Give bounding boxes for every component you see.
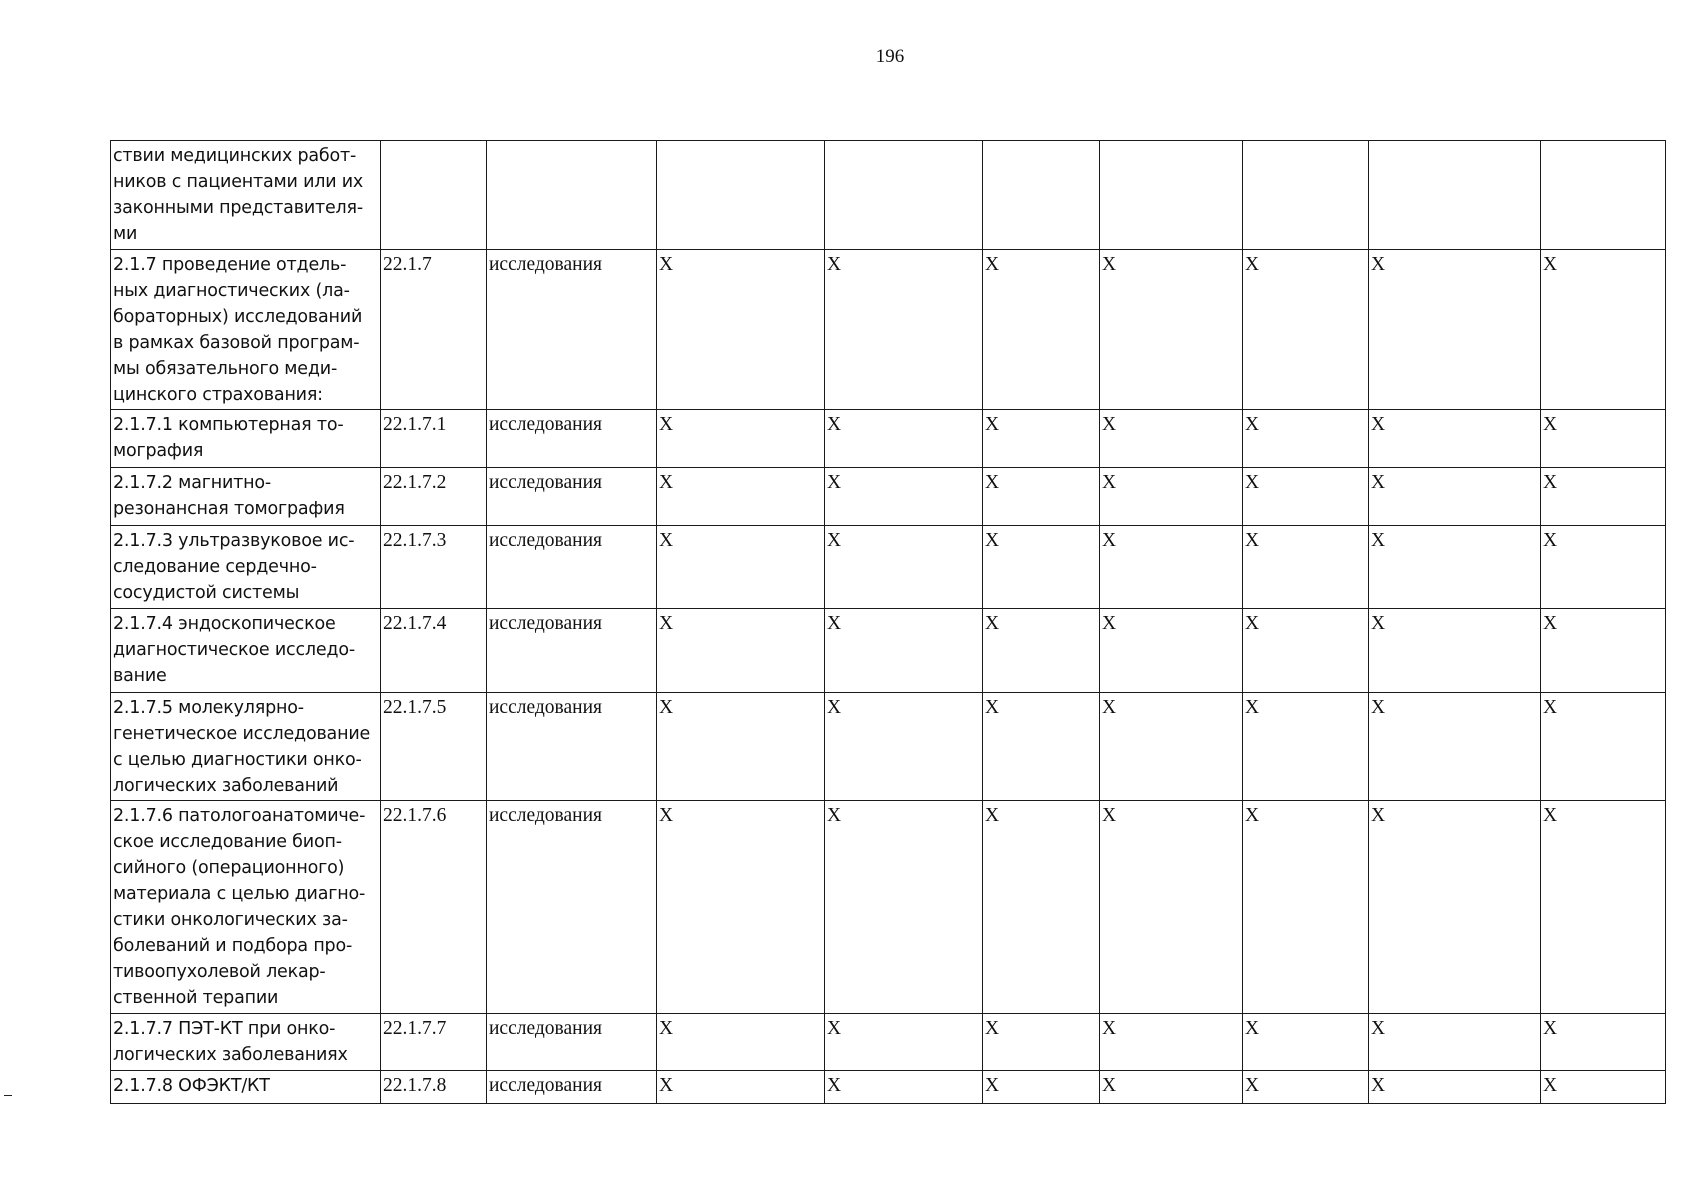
service-name-line: ское исследование биоп- <box>113 832 342 852</box>
mark-cell <box>825 141 983 250</box>
table-row <box>111 1014 1666 1071</box>
mark-cell: X <box>983 609 1100 693</box>
mark-cell: X <box>1100 468 1243 526</box>
service-name-line: сийного (операционного) <box>113 858 345 878</box>
mark-cell: X <box>1100 1014 1243 1071</box>
mark-cell: X <box>657 410 825 468</box>
mark-cell: X <box>1369 1014 1541 1071</box>
page-number: 196 <box>875 46 905 67</box>
service-name-cell <box>111 468 381 526</box>
table-body <box>111 141 1666 1104</box>
mark-cell: X <box>1369 526 1541 609</box>
service-name-cell <box>111 1071 381 1104</box>
mark-cell: X <box>1243 250 1369 410</box>
mark-cell: X <box>983 801 1100 1014</box>
service-name-line: ми <box>113 224 138 244</box>
unit-cell: исследования <box>487 609 657 693</box>
mark-cell: X <box>1243 526 1369 609</box>
mark-cell: X <box>983 410 1100 468</box>
mark-cell <box>983 141 1100 250</box>
service-name-line: болеваний и подбора про- <box>113 936 353 956</box>
table-row <box>111 1071 1666 1104</box>
service-name-line: 2.1.7.5 молекулярно- <box>113 698 304 718</box>
mark-cell: X <box>1243 693 1369 801</box>
service-name-line: логических заболеваниях <box>113 1045 348 1065</box>
service-name-line: мография <box>113 441 204 461</box>
mark-cell: X <box>657 609 825 693</box>
mark-cell: X <box>1369 468 1541 526</box>
mark-cell: X <box>1541 526 1666 609</box>
service-name-line: 2.1.7.1 компьютерная то- <box>113 415 344 435</box>
service-name-line: мы обязательного меди- <box>113 359 338 379</box>
table-row <box>111 526 1666 609</box>
row-code-cell: 22.1.7.1 <box>381 410 487 468</box>
mark-cell: X <box>1100 693 1243 801</box>
service-name-line: 2.1.7.6 патологоанатомиче- <box>113 806 366 826</box>
service-name-line: ных диагностических (ла- <box>113 281 350 301</box>
service-name-cell <box>111 250 381 410</box>
mark-cell: X <box>825 468 983 526</box>
unit-cell <box>487 141 657 250</box>
mark-cell: X <box>1541 468 1666 526</box>
mark-cell: X <box>825 410 983 468</box>
mark-cell: X <box>1100 609 1243 693</box>
service-name-line: диагностическое исследо- <box>113 640 355 660</box>
mark-cell: X <box>1541 1071 1666 1104</box>
service-name-line: 2.1.7.7 ПЭТ-КТ при онко- <box>113 1019 336 1039</box>
service-name-line: 2.1.7.3 ультразвуковое ис- <box>113 531 355 551</box>
mark-cell: X <box>1243 1014 1369 1071</box>
mark-cell: X <box>1100 250 1243 410</box>
row-code-cell: 22.1.7.6 <box>381 801 487 1014</box>
service-name-cell <box>111 526 381 609</box>
row-code-cell: 22.1.7.5 <box>381 693 487 801</box>
service-name-cell <box>111 1014 381 1071</box>
mark-cell: X <box>1243 1071 1369 1104</box>
mark-cell: X <box>1243 468 1369 526</box>
service-name-line: цинского страхования: <box>113 385 323 405</box>
mark-cell: X <box>1541 410 1666 468</box>
mark-cell: X <box>825 1014 983 1071</box>
mark-cell <box>1243 141 1369 250</box>
mark-cell: X <box>983 693 1100 801</box>
service-name-line: стики онкологических за- <box>113 910 348 930</box>
mark-cell: X <box>1541 693 1666 801</box>
mark-cell: X <box>657 693 825 801</box>
mark-cell: X <box>983 250 1100 410</box>
service-name-line: законными представителя- <box>113 198 363 218</box>
service-name-cell <box>111 141 381 250</box>
mark-cell: X <box>1541 801 1666 1014</box>
service-name-line: в рамках базовой програм- <box>113 333 360 353</box>
service-name-cell <box>111 609 381 693</box>
mark-cell: X <box>1100 801 1243 1014</box>
mark-cell: X <box>983 526 1100 609</box>
service-name-line: вание <box>113 666 167 686</box>
service-name-line: с целью диагностики онко- <box>113 750 362 770</box>
mark-cell <box>1369 141 1541 250</box>
mark-cell: X <box>1100 526 1243 609</box>
margin-dash <box>4 1095 12 1096</box>
mark-cell: X <box>1369 609 1541 693</box>
mark-cell: X <box>1369 410 1541 468</box>
service-name-line: 2.1.7.2 магнитно- <box>113 473 271 493</box>
service-name-line: 2.1.7.8 ОФЭКТ/КТ <box>113 1076 270 1096</box>
table-row <box>111 410 1666 468</box>
mark-cell: X <box>825 1071 983 1104</box>
mark-cell: X <box>1369 250 1541 410</box>
table-row <box>111 468 1666 526</box>
mark-cell: X <box>1541 250 1666 410</box>
mark-cell: X <box>657 250 825 410</box>
mark-cell <box>657 141 825 250</box>
service-name-line: логических заболеваний <box>113 776 339 796</box>
row-code-cell: 22.1.7.2 <box>381 468 487 526</box>
mark-cell <box>1100 141 1243 250</box>
service-name-line: материала с целью диагно- <box>113 884 366 904</box>
row-code-cell: 22.1.7.3 <box>381 526 487 609</box>
mark-cell: X <box>657 1014 825 1071</box>
service-name-line: сосудистой системы <box>113 583 300 603</box>
row-code-cell: 22.1.7.4 <box>381 609 487 693</box>
service-name-line: генетическое исследование <box>113 724 371 744</box>
mark-cell: X <box>825 801 983 1014</box>
mark-cell: X <box>1541 1014 1666 1071</box>
unit-cell: исследования <box>487 1014 657 1071</box>
service-name-cell <box>111 801 381 1014</box>
service-name-line: резонансная томография <box>113 499 345 519</box>
mark-cell: X <box>825 250 983 410</box>
unit-cell: исследования <box>487 526 657 609</box>
mark-cell: X <box>1243 609 1369 693</box>
mark-cell: X <box>825 526 983 609</box>
unit-cell: исследования <box>487 1071 657 1104</box>
mark-cell: X <box>825 693 983 801</box>
unit-cell: исследования <box>487 468 657 526</box>
service-name-line: ствии медицинских работ- <box>113 146 357 166</box>
table-row <box>111 609 1666 693</box>
table-row <box>111 141 1666 250</box>
mark-cell: X <box>983 1071 1100 1104</box>
mark-cell: X <box>1369 1071 1541 1104</box>
service-name-line: следование сердечно- <box>113 557 317 577</box>
mark-cell: X <box>1100 410 1243 468</box>
mark-cell: X <box>657 468 825 526</box>
service-name-line: бораторных) исследований <box>113 307 363 327</box>
service-name-line: ственной терапии <box>113 988 279 1008</box>
mark-cell: X <box>1369 693 1541 801</box>
mark-cell: X <box>983 1014 1100 1071</box>
row-code-cell: 22.1.7.7 <box>381 1014 487 1071</box>
mark-cell: X <box>657 526 825 609</box>
unit-cell: исследования <box>487 250 657 410</box>
mark-cell: X <box>1541 609 1666 693</box>
unit-cell: исследования <box>487 410 657 468</box>
mark-cell: X <box>1100 1071 1243 1104</box>
row-code-cell: 22.1.7.8 <box>381 1071 487 1104</box>
unit-cell: исследования <box>487 693 657 801</box>
service-name-line: 2.1.7.4 эндоскопическое <box>113 614 336 634</box>
mark-cell: X <box>657 1071 825 1104</box>
row-code-cell: 22.1.7 <box>381 250 487 410</box>
mark-cell <box>1541 141 1666 250</box>
service-name-line: ников с пациентами или их <box>113 172 364 192</box>
mark-cell: X <box>1369 801 1541 1014</box>
mark-cell: X <box>1243 410 1369 468</box>
service-name-cell <box>111 410 381 468</box>
service-name-line: тивоопухолевой лекар- <box>113 962 326 982</box>
service-name-line: 2.1.7 проведение отдель- <box>113 255 347 275</box>
mark-cell: X <box>1243 801 1369 1014</box>
table-row <box>111 250 1666 410</box>
unit-cell: исследования <box>487 801 657 1014</box>
table-row <box>111 693 1666 801</box>
row-code-cell <box>381 141 487 250</box>
mark-cell: X <box>657 801 825 1014</box>
mark-cell: X <box>983 468 1100 526</box>
table-row <box>111 801 1666 1014</box>
services-table <box>110 140 1666 1104</box>
service-name-cell <box>111 693 381 801</box>
mark-cell: X <box>825 609 983 693</box>
